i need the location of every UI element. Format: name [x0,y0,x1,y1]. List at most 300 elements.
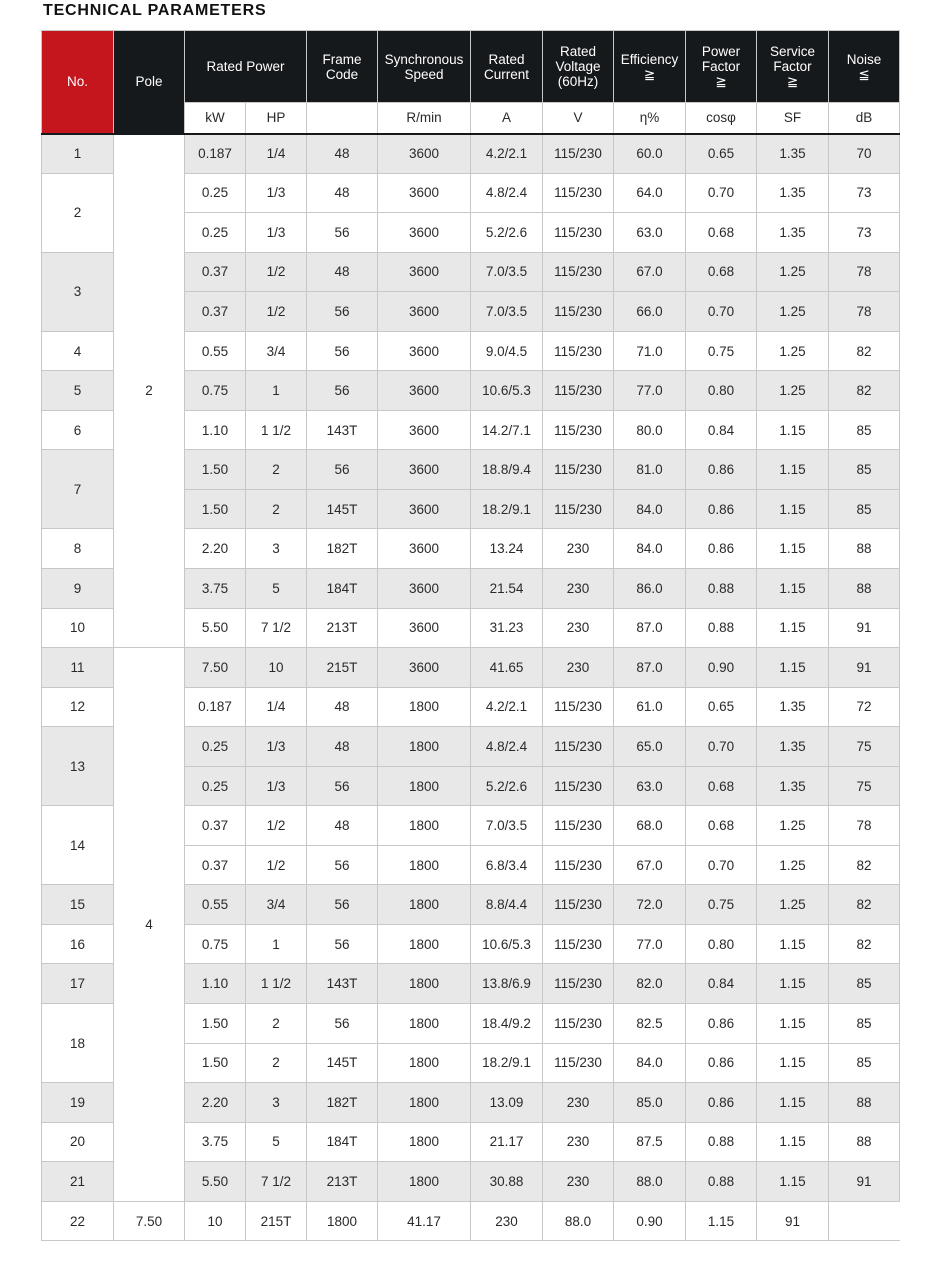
unit-speed: R/min [378,103,471,134]
cell-noise: 88 [829,569,900,609]
cell-service-factor: 1.15 [757,1083,829,1123]
cell-power-factor: 0.80 [686,924,757,964]
cell-power-factor: 0.70 [686,292,757,332]
cell-kw: 0.37 [185,845,246,885]
cell-kw: 0.187 [185,134,246,174]
cell-speed: 1800 [378,964,471,1004]
cell-noise: 78 [829,252,900,292]
cell-service-factor: 1.35 [757,134,829,174]
cell-efficiency: 63.0 [614,766,686,806]
header-no: No. [42,31,114,134]
cell-voltage: 115/230 [543,173,614,213]
unit-voltage: V [543,103,614,134]
cell-kw: 3.75 [185,569,246,609]
cell-power-factor: 0.65 [686,134,757,174]
cell-hp: 1/4 [246,134,307,174]
cell-kw: 1.10 [185,964,246,1004]
cell-frame-code: 56 [307,766,378,806]
cell-current: 21.54 [471,569,543,609]
cell-voltage: 115/230 [543,134,614,174]
cell-efficiency: 61.0 [614,687,686,727]
cell-speed: 3600 [378,608,471,648]
cell-hp: 7 1/2 [246,1162,307,1202]
cell-noise: 88 [829,1083,900,1123]
cell-speed: 3600 [378,569,471,609]
cell-voltage: 115/230 [543,1004,614,1044]
cell-hp: 1/4 [246,687,307,727]
cell-service-factor: 1.25 [757,371,829,411]
cell-current: 7.0/3.5 [471,806,543,846]
cell-voltage: 115/230 [543,806,614,846]
cell-noise: 78 [829,292,900,332]
cell-noise: 82 [829,331,900,371]
cell-current: 4.8/2.4 [471,173,543,213]
cell-no: 1 [42,134,114,174]
cell-speed: 3600 [378,134,471,174]
cell-kw: 0.55 [185,885,246,925]
cell-kw: 5.50 [185,608,246,648]
cell-hp: 1 [246,371,307,411]
cell-kw: 0.75 [185,924,246,964]
cell-efficiency: 82.5 [614,1004,686,1044]
cell-service-factor: 1.15 [757,964,829,1004]
cell-frame-code: 56 [307,845,378,885]
cell-current: 13.8/6.9 [471,964,543,1004]
cell-speed: 1800 [378,806,471,846]
cell-frame-code: 215T [246,1201,307,1241]
cell-speed: 1800 [378,845,471,885]
cell-power-factor: 0.86 [686,489,757,529]
cell-noise: 72 [829,687,900,727]
unit-efficiency: η% [614,103,686,134]
unit-hp: HP [246,103,307,134]
cell-no: 2 [42,173,114,252]
cell-service-factor: 1.15 [757,608,829,648]
cell-power-factor: 0.84 [686,410,757,450]
cell-noise: 85 [829,964,900,1004]
cell-power-factor: 0.70 [686,845,757,885]
cell-current: 13.09 [471,1083,543,1123]
cell-voltage: 230 [471,1201,543,1241]
cell-hp: 3/4 [246,885,307,925]
cell-frame-code: 48 [307,252,378,292]
cell-frame-code: 48 [307,134,378,174]
cell-speed: 3600 [378,489,471,529]
cell-frame-code: 56 [307,924,378,964]
cell-power-factor: 0.70 [686,173,757,213]
cell-noise: 85 [829,1004,900,1044]
cell-frame-code: 215T [307,648,378,688]
cell-current: 18.4/9.2 [471,1004,543,1044]
cell-kw: 0.25 [185,727,246,767]
cell-service-factor: 1.15 [757,1122,829,1162]
cell-current: 31.23 [471,608,543,648]
cell-frame-code: 143T [307,410,378,450]
cell-service-factor: 1.25 [757,252,829,292]
cell-noise: 88 [829,1122,900,1162]
cell-service-factor: 1.35 [757,213,829,253]
cell-frame-code: 145T [307,1043,378,1083]
cell-frame-code: 143T [307,964,378,1004]
page-title: TECHNICAL PARAMETERS [43,2,267,19]
cell-noise: 70 [829,134,900,174]
cell-current: 13.24 [471,529,543,569]
cell-efficiency: 86.0 [614,569,686,609]
cell-efficiency: 66.0 [614,292,686,332]
cell-frame-code: 56 [307,371,378,411]
cell-efficiency: 65.0 [614,727,686,767]
cell-power-factor: 0.68 [686,252,757,292]
cell-speed: 1800 [307,1201,378,1241]
cell-current: 14.2/7.1 [471,410,543,450]
cell-voltage: 115/230 [543,450,614,490]
cell-hp: 1/3 [246,727,307,767]
cell-power-factor: 0.86 [686,1004,757,1044]
cell-voltage: 115/230 [543,213,614,253]
cell-kw: 7.50 [185,648,246,688]
header-frame-code: Frame Code [307,31,378,103]
cell-no: 14 [42,806,114,885]
cell-kw: 0.75 [185,371,246,411]
cell-power-factor: 0.88 [686,1162,757,1202]
cell-no: 7 [42,450,114,529]
cell-speed: 3600 [378,213,471,253]
cell-current: 18.8/9.4 [471,450,543,490]
cell-current: 41.65 [471,648,543,688]
cell-hp: 3/4 [246,331,307,371]
cell-power-factor: 0.75 [686,885,757,925]
table-body [42,134,900,1241]
cell-voltage: 115/230 [543,964,614,1004]
cell-hp: 2 [246,450,307,490]
cell-kw: 0.55 [185,331,246,371]
cell-frame-code: 56 [307,331,378,371]
cell-service-factor: 1.15 [757,1162,829,1202]
cell-noise: 82 [829,924,900,964]
cell-noise: 85 [829,410,900,450]
cell-frame-code: 48 [307,727,378,767]
cell-voltage: 115/230 [543,727,614,767]
cell-no: 9 [42,569,114,609]
cell-voltage: 230 [543,1162,614,1202]
cell-voltage: 230 [543,648,614,688]
cell-speed: 1800 [378,1122,471,1162]
cell-kw: 5.50 [185,1162,246,1202]
cell-kw: 0.37 [185,292,246,332]
cell-service-factor: 1.15 [757,450,829,490]
cell-power-factor: 0.88 [686,608,757,648]
cell-efficiency: 81.0 [614,450,686,490]
technical-parameters-table [41,30,900,1241]
header-row [42,31,900,103]
cell-power-factor: 0.90 [614,1201,686,1241]
cell-no: 5 [42,371,114,411]
cell-power-factor: 0.70 [686,727,757,767]
cell-no: 21 [42,1162,114,1202]
table-row [42,134,900,174]
cell-power-factor: 0.86 [686,1083,757,1123]
cell-noise: 82 [829,845,900,885]
cell-frame-code: 56 [307,885,378,925]
cell-hp: 5 [246,1122,307,1162]
cell-efficiency: 88.0 [543,1201,614,1241]
cell-frame-code: 48 [307,806,378,846]
cell-noise: 75 [829,727,900,767]
cell-frame-code: 184T [307,569,378,609]
cell-frame-code: 48 [307,687,378,727]
cell-voltage: 230 [543,529,614,569]
cell-hp: 1/2 [246,292,307,332]
cell-power-factor: 0.80 [686,371,757,411]
cell-service-factor: 1.15 [757,569,829,609]
table-row [42,648,900,688]
cell-efficiency: 84.0 [614,529,686,569]
header-noise: Noise ≦ [829,31,900,103]
cell-voltage: 115/230 [543,410,614,450]
cell-current: 5.2/2.6 [471,766,543,806]
cell-no: 15 [42,885,114,925]
cell-hp: 10 [185,1201,246,1241]
cell-voltage: 115/230 [543,924,614,964]
cell-service-factor: 1.25 [757,292,829,332]
cell-speed: 3600 [378,529,471,569]
cell-kw: 0.37 [185,252,246,292]
cell-power-factor: 0.86 [686,450,757,490]
cell-no: 22 [42,1201,114,1241]
cell-voltage: 230 [543,1122,614,1162]
cell-frame-code: 56 [307,292,378,332]
cell-kw: 2.20 [185,529,246,569]
cell-frame-code: 56 [307,1004,378,1044]
cell-voltage: 115/230 [543,766,614,806]
cell-speed: 1800 [378,1083,471,1123]
cell-frame-code: 182T [307,529,378,569]
cell-no: 6 [42,410,114,450]
cell-kw: 0.187 [185,687,246,727]
cell-efficiency: 84.0 [614,489,686,529]
cell-hp: 3 [246,1083,307,1123]
cell-hp: 10 [246,648,307,688]
cell-voltage: 230 [543,569,614,609]
cell-power-factor: 0.75 [686,331,757,371]
cell-current: 18.2/9.1 [471,489,543,529]
cell-current: 21.17 [471,1122,543,1162]
cell-voltage: 115/230 [543,489,614,529]
cell-hp: 1 [246,924,307,964]
cell-no: 17 [42,964,114,1004]
cell-service-factor: 1.25 [757,845,829,885]
table-row [42,1201,900,1241]
cell-efficiency: 80.0 [614,410,686,450]
cell-kw: 1.10 [185,410,246,450]
cell-speed: 1800 [378,766,471,806]
cell-service-factor: 1.25 [757,806,829,846]
cell-hp: 2 [246,1004,307,1044]
header-service-factor: Service Factor ≧ [757,31,829,103]
cell-no: 13 [42,727,114,806]
cell-current: 4.8/2.4 [471,727,543,767]
cell-efficiency: 87.0 [614,648,686,688]
cell-noise: 73 [829,173,900,213]
cell-pole: 2 [114,134,185,648]
cell-kw: 1.50 [185,1004,246,1044]
cell-speed: 3600 [378,252,471,292]
cell-power-factor: 0.68 [686,806,757,846]
cell-speed: 3600 [378,371,471,411]
cell-speed: 3600 [378,648,471,688]
cell-no: 16 [42,924,114,964]
cell-current: 30.88 [471,1162,543,1202]
cell-power-factor: 0.90 [686,648,757,688]
unit-power-factor: cosφ [686,103,757,134]
cell-current: 6.8/3.4 [471,845,543,885]
cell-no: 18 [42,1004,114,1083]
unit-frame [307,103,378,134]
cell-frame-code: 182T [307,1083,378,1123]
cell-noise: 91 [757,1201,829,1241]
cell-power-factor: 0.68 [686,766,757,806]
cell-service-factor: 1.15 [757,1004,829,1044]
cell-frame-code: 56 [307,213,378,253]
cell-voltage: 115/230 [543,331,614,371]
unit-service-factor: SF [757,103,829,134]
cell-efficiency: 72.0 [614,885,686,925]
cell-hp: 2 [246,489,307,529]
cell-noise: 85 [829,1043,900,1083]
cell-current: 8.8/4.4 [471,885,543,925]
header-power-factor: Power Factor ≧ [686,31,757,103]
cell-no: 8 [42,529,114,569]
cell-speed: 1800 [378,1043,471,1083]
cell-kw: 0.25 [185,213,246,253]
cell-service-factor: 1.35 [757,766,829,806]
cell-power-factor: 0.88 [686,569,757,609]
cell-efficiency: 77.0 [614,924,686,964]
cell-service-factor: 1.15 [757,410,829,450]
cell-kw: 0.25 [185,173,246,213]
cell-efficiency: 82.0 [614,964,686,1004]
cell-hp: 1/3 [246,213,307,253]
cell-kw: 1.50 [185,489,246,529]
cell-hp: 1/3 [246,766,307,806]
cell-frame-code: 48 [307,173,378,213]
header-pole: Pole [114,31,185,134]
cell-service-factor: 1.15 [757,924,829,964]
cell-voltage: 230 [543,608,614,648]
cell-service-factor: 1.25 [757,331,829,371]
cell-current: 41.17 [378,1201,471,1241]
cell-noise: 91 [829,1162,900,1202]
cell-efficiency: 87.5 [614,1122,686,1162]
cell-efficiency: 67.0 [614,252,686,292]
cell-no: 19 [42,1083,114,1123]
cell-power-factor: 0.84 [686,964,757,1004]
cell-voltage: 115/230 [543,687,614,727]
cell-power-factor: 0.68 [686,213,757,253]
cell-efficiency: 84.0 [614,1043,686,1083]
cell-current: 10.6/5.3 [471,371,543,411]
cell-current: 10.6/5.3 [471,924,543,964]
cell-speed: 3600 [378,450,471,490]
cell-current: 4.2/2.1 [471,134,543,174]
cell-service-factor: 1.25 [757,885,829,925]
cell-noise: 91 [829,608,900,648]
cell-current: 7.0/3.5 [471,252,543,292]
cell-noise: 78 [829,806,900,846]
header-sync-speed: Synchronous Speed [378,31,471,103]
unit-noise: dB [829,103,900,134]
cell-efficiency: 64.0 [614,173,686,213]
cell-kw: 0.25 [185,766,246,806]
header-rated-power: Rated Power [185,31,307,103]
cell-current: 18.2/9.1 [471,1043,543,1083]
cell-voltage: 115/230 [543,252,614,292]
cell-frame-code: 56 [307,450,378,490]
cell-current: 5.2/2.6 [471,213,543,253]
cell-current: 7.0/3.5 [471,292,543,332]
cell-efficiency: 63.0 [614,213,686,253]
cell-speed: 3600 [378,292,471,332]
cell-frame-code: 213T [307,608,378,648]
cell-power-factor: 0.86 [686,1043,757,1083]
cell-efficiency: 67.0 [614,845,686,885]
cell-voltage: 115/230 [543,292,614,332]
cell-service-factor: 1.35 [757,173,829,213]
cell-hp: 3 [246,529,307,569]
cell-speed: 1800 [378,924,471,964]
cell-no: 10 [42,608,114,648]
cell-speed: 1800 [378,885,471,925]
cell-noise: 91 [829,648,900,688]
cell-kw: 0.37 [185,806,246,846]
cell-hp: 1/2 [246,806,307,846]
header-efficiency: Efficiency ≧ [614,31,686,103]
header-rated-voltage: Rated Voltage (60Hz) [543,31,614,103]
cell-noise: 85 [829,489,900,529]
cell-speed: 1800 [378,687,471,727]
cell-efficiency: 71.0 [614,331,686,371]
cell-hp: 1 1/2 [246,410,307,450]
cell-service-factor: 1.15 [686,1201,757,1241]
cell-hp: 2 [246,1043,307,1083]
cell-frame-code: 145T [307,489,378,529]
cell-power-factor: 0.65 [686,687,757,727]
cell-power-factor: 0.86 [686,529,757,569]
cell-no: 11 [42,648,114,688]
cell-kw: 2.20 [185,1083,246,1123]
cell-service-factor: 1.35 [757,687,829,727]
cell-kw: 7.50 [114,1201,185,1241]
cell-voltage: 115/230 [543,885,614,925]
cell-noise: 82 [829,371,900,411]
header-rated-current: Rated Current [471,31,543,103]
cell-no: 12 [42,687,114,727]
cell-noise: 73 [829,213,900,253]
cell-speed: 3600 [378,410,471,450]
cell-service-factor: 1.15 [757,489,829,529]
cell-noise: 85 [829,450,900,490]
cell-pole: 4 [114,648,185,1202]
cell-hp: 1/2 [246,252,307,292]
cell-efficiency: 60.0 [614,134,686,174]
cell-speed: 3600 [378,331,471,371]
cell-speed: 3600 [378,173,471,213]
cell-current: 9.0/4.5 [471,331,543,371]
cell-hp: 1/3 [246,173,307,213]
cell-speed: 1800 [378,727,471,767]
cell-hp: 7 1/2 [246,608,307,648]
cell-voltage: 115/230 [543,845,614,885]
